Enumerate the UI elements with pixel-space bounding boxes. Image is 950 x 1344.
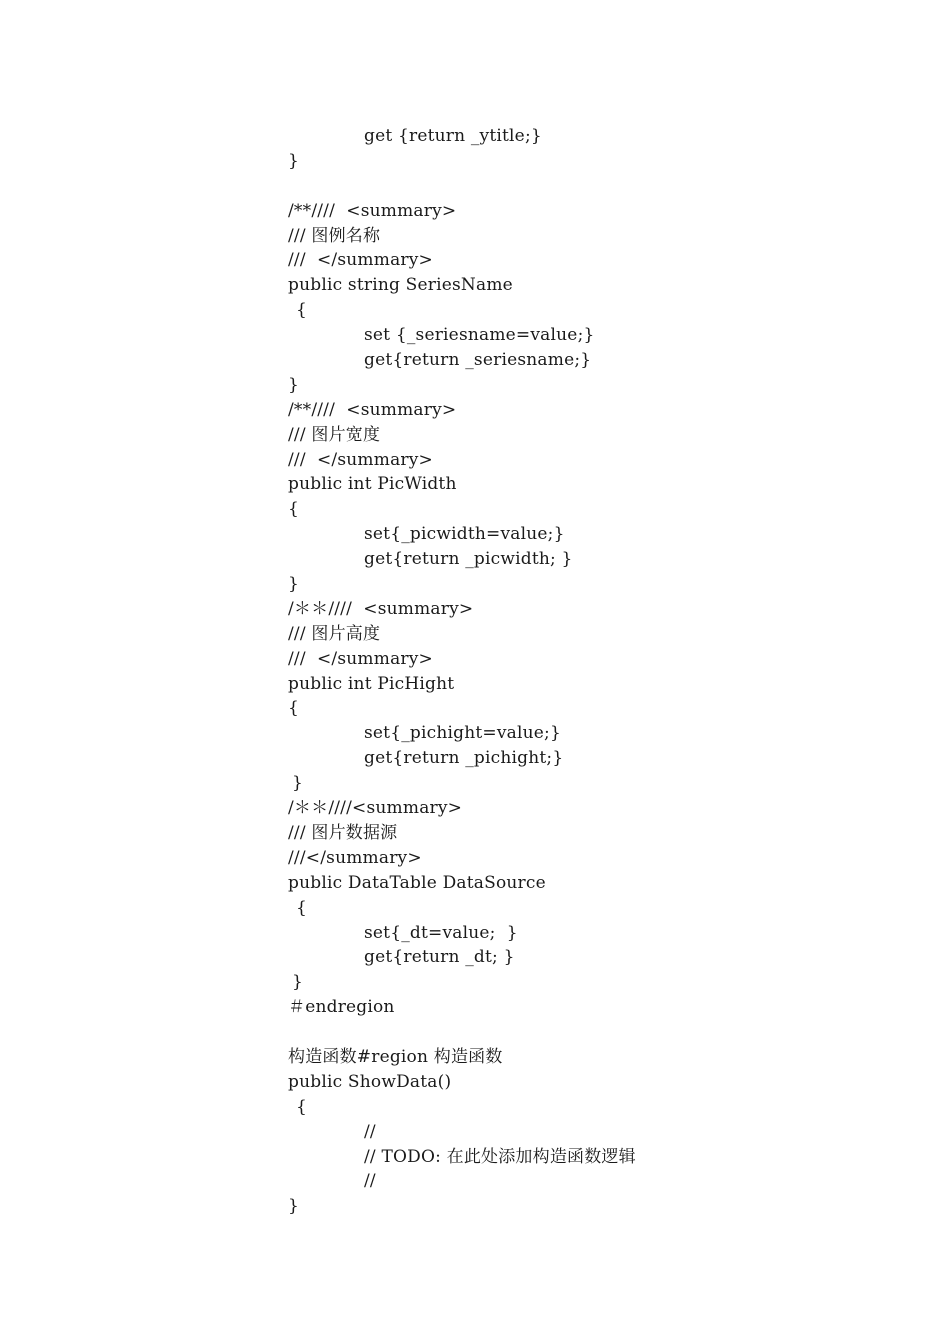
code-line-pic-width-decl: public int PicWidth bbox=[288, 474, 457, 495]
code-line-summary-close: /// </summary> bbox=[288, 449, 433, 470]
code-line-summary-close: /// </summary> bbox=[288, 648, 433, 669]
code-line-summary-open: /＊＊//// <summary> bbox=[288, 598, 474, 619]
code-line-pichight-set: set{_pichight=value;} bbox=[364, 723, 561, 744]
code-line-open-brace: { bbox=[296, 300, 308, 321]
code-line-comment-slashes: // bbox=[364, 1121, 376, 1142]
code-line-close-brace: } bbox=[292, 773, 304, 794]
code-line-open-brace: { bbox=[296, 897, 308, 918]
code-line-blank bbox=[288, 1020, 848, 1045]
code-line-comment-pic-width: /// 图片宽度 bbox=[288, 424, 381, 445]
code-line-comment-pic-height: /// 图片高度 bbox=[288, 623, 381, 644]
code-line-summary-open: /＊＊////<summary> bbox=[288, 798, 463, 819]
code-line-series-name-decl: public string SeriesName bbox=[288, 275, 513, 296]
code-line-pic-hight-decl: public int PicHight bbox=[288, 673, 455, 694]
code-line-open-brace: { bbox=[288, 499, 300, 520]
code-line-comment-slashes: // bbox=[364, 1171, 376, 1192]
code-line-seriesname-get: get{return _seriesname;} bbox=[364, 350, 592, 371]
code-line-close-brace: } bbox=[288, 574, 300, 595]
code-line-close-brace: } bbox=[288, 374, 300, 395]
code-line-comment-series-name: /// 图例名称 bbox=[288, 225, 381, 246]
code-line-dt-get: get{return _dt; } bbox=[364, 947, 515, 968]
code-line-summary-close: /// </summary> bbox=[288, 250, 433, 271]
code-line-ytitle-get: get {return _ytitle;} bbox=[364, 126, 542, 146]
code-line-comment-data-source: /// 图片数据源 bbox=[288, 822, 398, 843]
code-line-open-brace: { bbox=[288, 698, 300, 719]
code-line-close-brace: } bbox=[288, 150, 300, 171]
code-line-close-brace: } bbox=[292, 972, 304, 993]
code-line-summary-open: /**//// <summary> bbox=[288, 399, 457, 420]
code-line-constructor-decl: public ShowData() bbox=[288, 1071, 452, 1092]
code-line-region-constructor: 构造函数#region 构造函数 bbox=[288, 1046, 503, 1067]
code-line-picwidth-get: get{return _picwidth; } bbox=[364, 549, 573, 570]
code-line-todo-comment: // TODO: 在此处添加构造函数逻辑 bbox=[364, 1146, 636, 1167]
code-line-summary-open: /**//// <summary> bbox=[288, 200, 457, 221]
code-line-open-brace: { bbox=[296, 1096, 308, 1117]
code-line-dt-set: set{_dt=value; } bbox=[364, 922, 518, 943]
code-line-close-brace: } bbox=[288, 1196, 300, 1217]
code-listing bbox=[288, 124, 848, 1219]
code-line-summary-close: ///</summary> bbox=[288, 847, 422, 868]
code-line-blank bbox=[288, 174, 848, 199]
code-line-seriesname-set: set {_seriesname=value;} bbox=[364, 325, 595, 346]
code-line-endregion: ＃endregion bbox=[288, 997, 395, 1018]
code-line-data-source-decl: public DataTable DataSource bbox=[288, 872, 546, 893]
code-line-pichight-get: get{return _pichight;} bbox=[364, 748, 564, 769]
code-line-picwidth-set: set{_picwidth=value;} bbox=[364, 524, 565, 545]
